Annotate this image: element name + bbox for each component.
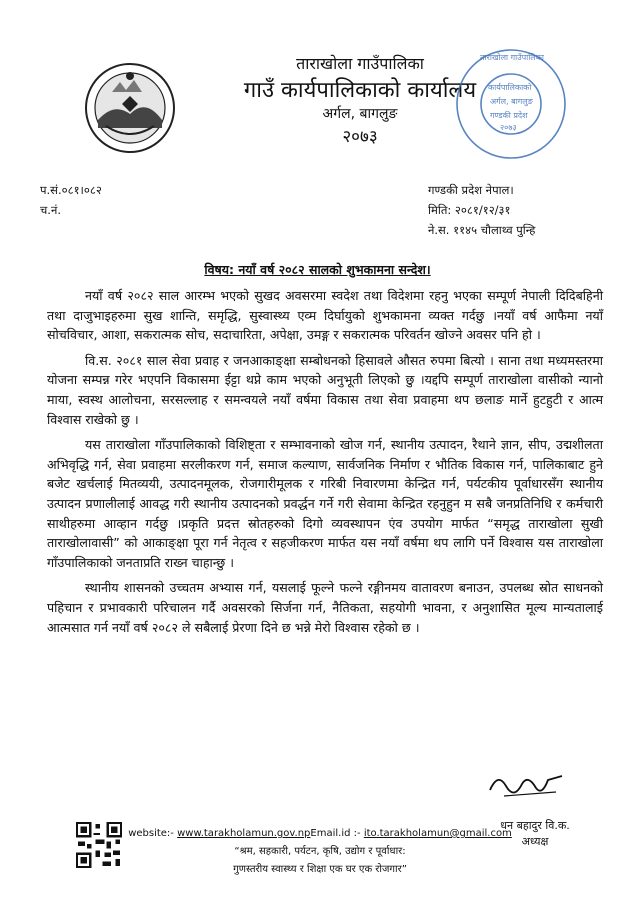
letterhead-year: २०७३ bbox=[342, 127, 378, 147]
reference-block bbox=[40, 180, 102, 220]
subject-heading bbox=[0, 261, 635, 278]
letterhead-address: अर्गल, बागलुङ bbox=[322, 106, 398, 122]
nepal-sambat-line: ने.स. ११४५ चौलाथ्व पुन्हि bbox=[428, 223, 536, 237]
date-block bbox=[428, 180, 535, 240]
stamp-line4: २०७३ bbox=[500, 123, 517, 132]
letterhead-municipality: ताराखोला गाउँपालिका bbox=[296, 54, 424, 73]
email-link[interactable]: ito.tarakholamun@gmail.com bbox=[363, 828, 512, 839]
website-label: website:- bbox=[128, 828, 174, 839]
letterhead-office: गाउँ कार्यपालिकाको कार्यालय bbox=[243, 78, 477, 103]
website-link[interactable]: www.tarakholamun.gov.np bbox=[177, 828, 311, 839]
office-stamp bbox=[452, 46, 570, 166]
paragraph: यस ताराखोला गाँउपालिकाको विशिष्ट्ता र सम्भावनाको खोज गर्न, स्थानीय उत्पादन, रैथाने ज्ञान, सीप, उद्मशीलता अभिवृद्धि गर्न, सेवा प्रवाहमा सरलीकरण गर्न, समाज कल्याण, सार्वजनिक निर्माण र भौतिक विकास गर्न, पालिकाबाट हुने बजेट खर्चलाई मितव्ययी, उत्पादनमूलक, रोजगारीमूलक र गरिबी निवारणमा केन्द्रित गर्न, पर्यटकीय पूर्वाधारसँग स्थानीय उत्पादन प्रणालीलाई आवद्ध गरी स्थानीय उत्पादनको प्रवर्द्धन गर्ने गरी सेवामा केन्द्रित रहनुहुन म सबै जनप्रतिनिधि र कर्मचारी साथीहरुमा आव्हान गर्दछु ।प्रकृति प्रदत्त स्रोतहरुको दिगो व्यवस्थापन एंव उपयोग मार्फत “समृद्ध ताराखोला सुखी ताराखोलावासी” को आकाङ्क्षा पूरा गर्न नेतृत्व र सहजीकरण मार्फत यस नयाँ वर्षमा थप लागि पर्ने विश्वास यस ताराखोला गाँउपालिकाको जनताप्रति राख्न चाहान्छु । bbox=[47, 437, 603, 570]
footer-contacts bbox=[120, 826, 520, 842]
qr-code bbox=[76, 822, 122, 868]
handwritten-signature bbox=[486, 766, 566, 802]
stamp-line2: अर्गल, बागलुङ bbox=[490, 97, 533, 106]
stamp-line1: कार्यपालिकाको bbox=[488, 83, 532, 92]
chalani-number: च.नं. bbox=[40, 203, 61, 217]
stamp-ring: ताराखोला गाउँपालिका bbox=[480, 53, 544, 62]
letter-body bbox=[47, 286, 603, 643]
signatory-name: धन बहादुर वि.क. bbox=[500, 819, 570, 832]
footer-slogan-2: गुणस्तरीय स्वास्थ्य र शिक्षा एक घर एक रोजगार” bbox=[233, 864, 407, 875]
paragraph: नयाँ वर्ष २०८२ साल आरम्भ भएको सुखद अवसरमा स्वदेश तथा विदेशमा रहनु भएका सम्पूर्ण नेपाली दिदिबहिनी तथा दाजुभाइहरुमा सुख शान्ति, समृद्धि, सुस्वास्थ्य एव्म दिर्घायुको शुभकामना व्यक्त गर्दछु ।नयाँ वर्ष आफैमा नयाँ सोचविचार, आशा, सकरात्मक सोच, सदाचारिता, अपेक्षा, उमङ्ग र सकरात्मक परिवर्तन खोज्ने अवसर पनि हो । bbox=[47, 288, 603, 343]
patra-sankhya: प.सं.०८१।०८२ bbox=[40, 183, 102, 197]
date-line: मिति: २०८१/१२/३१ bbox=[428, 203, 511, 217]
stamp-line3: गण्डकी प्रदेश bbox=[490, 111, 528, 120]
signatory-title: अध्यक्ष bbox=[521, 835, 549, 848]
province-line: गण्डकी प्रदेश नेपाल। bbox=[428, 183, 514, 197]
paragraph: स्थानीय शासनको उच्चतम अभ्यास गर्न, यसलाई फूल्ने फल्ने रङ्गीनमय वातावरण बनाउन, उपलब्ध स्रोत साधनको पहिचान र प्रभावकारी परिचालन गर्दै अवसरको सिर्जना गर्न, नैतिकता, सहयोगी भावना, र अनुशासित मूल्य मान्यतालाई आत्मसात गर्न नयाँ वर्ष २०८२ ले सबैलाई प्रेरणा दिने छ भन्ने मेरो विश्वास रहेको छ । bbox=[47, 580, 603, 635]
paragraph: वि.स. २०८१ साल सेवा प्रवाह र जनआकाङ्क्षा सम्बोधनको हिसावले औसत रुपमा बित्यो । साना तथा मध्यमस्तरमा योजना सम्पन्न गरेर भएपनि विकासमा ईट्टा थप्ने काम भएको अनुभूती लिएको छु ।यद्दपि सम्पूर्ण ताराखोला वासीको न्यानो माया, स्वस्थ आलोचना, सरसल्लाह र समन्वयले नयाँ वर्षमा विकास तथा सेवा प्रवाहमा थप छलाङ मार्ने हुटहुटी र आत्म विश्वास राखेको छु । bbox=[47, 352, 603, 427]
email-label: Email.id :- bbox=[310, 828, 361, 839]
subject-text: विषय: नयाँ वर्ष २०८२ सालको शुभकामना सन्देश। bbox=[204, 262, 431, 277]
footer-slogan-1: “श्रम, सहकारी, पर्यटन, कृषि, उद्योग र पूर्वाधार: bbox=[234, 846, 406, 857]
